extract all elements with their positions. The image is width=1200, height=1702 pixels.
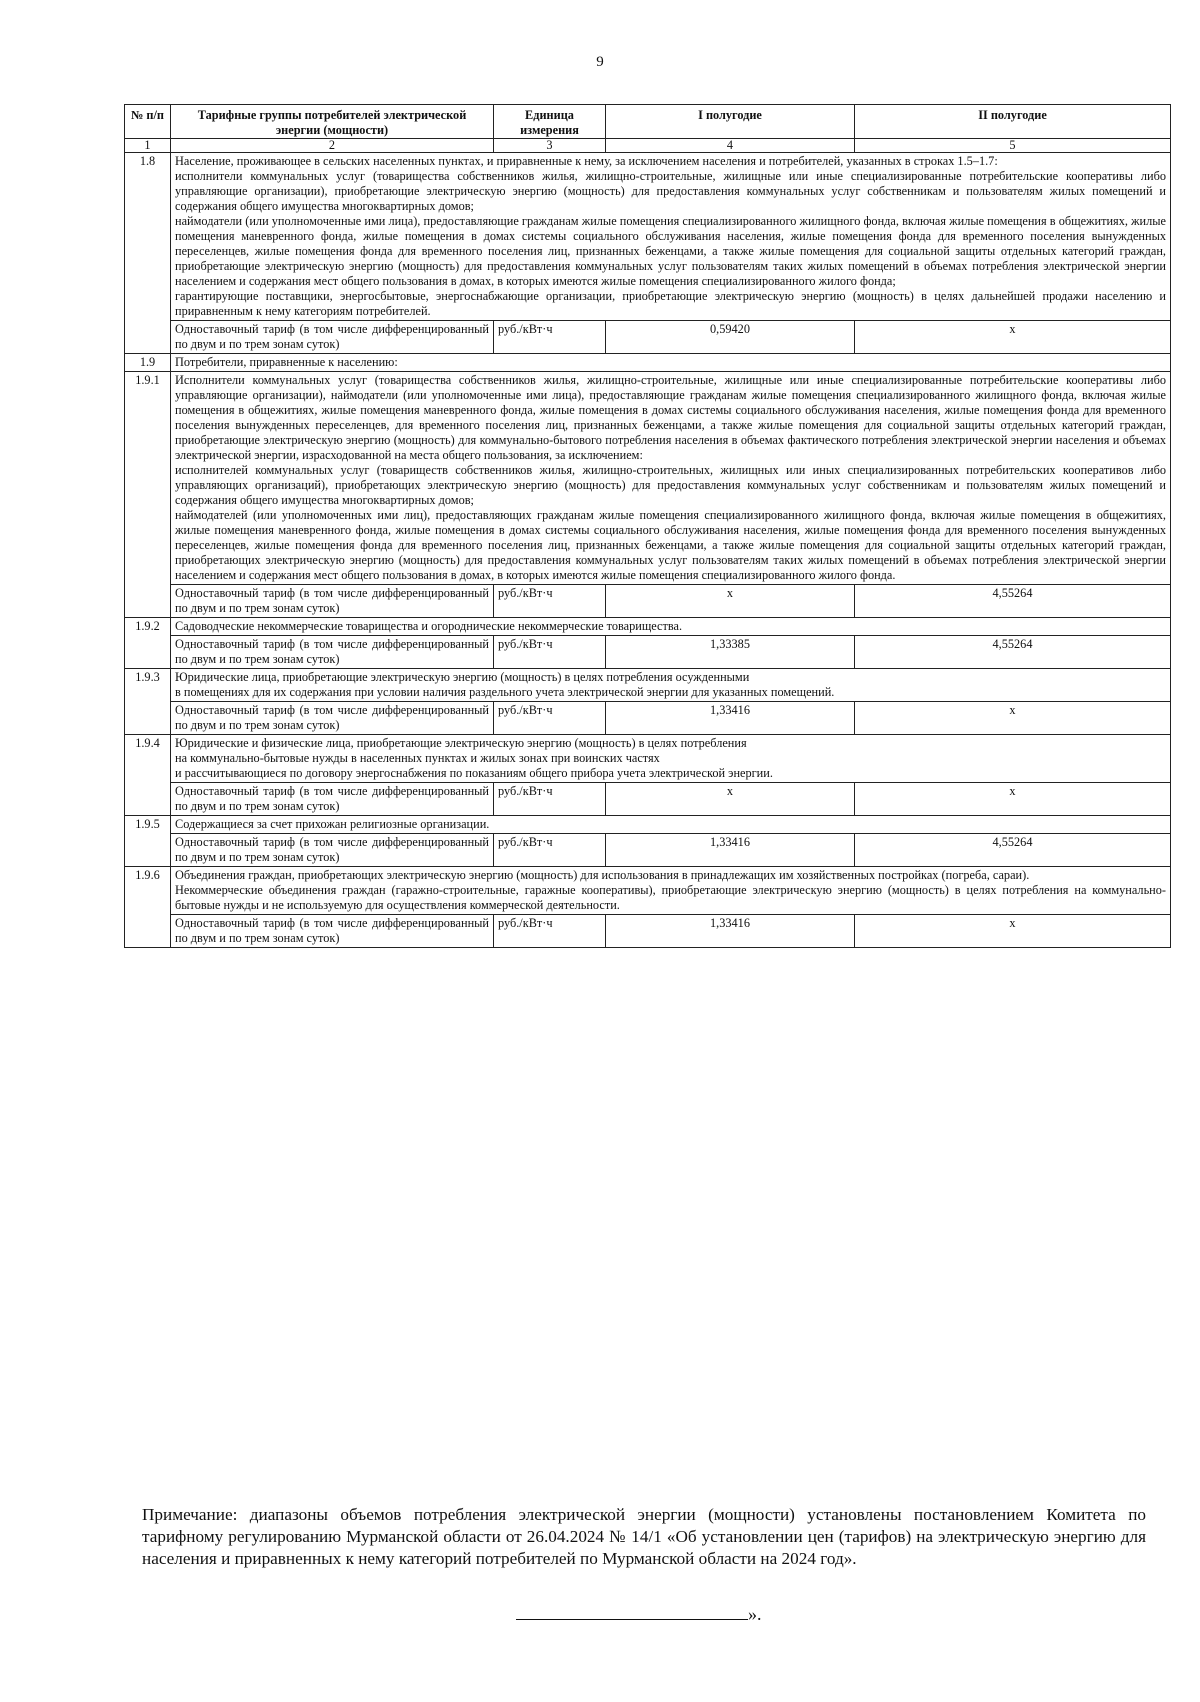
col-index: 1: [125, 139, 171, 153]
second-half-value: 4,55264: [855, 834, 1171, 867]
unit-cell: руб./кВт·ч: [494, 321, 606, 354]
row-number: 1.9.4: [125, 735, 171, 816]
table-row: [125, 735, 1171, 783]
second-half-value: 4,55264: [855, 636, 1171, 669]
row-description: [171, 153, 1171, 321]
tariff-name: Одноставочный тариф (в том числе дифференцированный по двум и по трем зонам суток): [171, 834, 494, 867]
second-half-value: x: [855, 702, 1171, 735]
col-index: 4: [606, 139, 855, 153]
closing-quote: ».: [748, 1604, 762, 1624]
header-unit: Единица измерения: [494, 105, 606, 139]
description-paragraph: на коммунально-бытовые нужды в населенных пунктах и жилых зонах при воинских частях: [175, 751, 660, 765]
row-description: [171, 618, 1171, 636]
row-description: [171, 354, 1171, 372]
tariff-row: [125, 702, 1171, 735]
description-paragraph: Объединения граждан, приобретающих электрическую энергию (мощность) для использования в принадлежащих им хозяйственных постройках (погреба, сараи).: [175, 868, 1030, 882]
note-text: Примечание: диапазоны объемов потребления электрической энергии (мощности) установлены постановлением Комитета по тарифному регулированию Мурманской области от 26.04.2024 № 14/1 «Об установлении цен (тарифов) на электрическую энергию для населения и приравненных к нему категорий потребителей по Мурманской области на 2024 год».: [142, 1505, 1146, 1568]
tariff-row: [125, 783, 1171, 816]
second-half-value: x: [855, 783, 1171, 816]
description-paragraph: в помещениях для их содержания при условии наличия раздельного учета электрической энергии для указанных помещений.: [175, 685, 835, 699]
description-paragraph: Некоммерческие объединения граждан (гаражно-строительные, гаражные кооперативы), приобретающие электрическую энергию (мощность) в целях потребления на коммунально-бытовые нужды и не используемую для осуществления коммерческой деятельности.: [175, 883, 1166, 912]
tariff-row: [125, 321, 1171, 354]
first-half-value: 1,33416: [606, 702, 855, 735]
first-half-value: x: [606, 585, 855, 618]
page-number: 9: [596, 54, 604, 70]
tariff-table: [124, 104, 1171, 948]
row-description: [171, 867, 1171, 915]
row-number: 1.9.1: [125, 372, 171, 618]
description-paragraph: исполнители коммунальных услуг (товарищества собственников жилья, жилищно-строительные, жилищные или иные специализированные потребительские кооперативы либо управляющие организации), приобретающие электрическую энергию (мощность) для предоставления коммунальных услуг собственникам и пользователям жилых помещений и содержания общего имущества многоквартирных домов;: [175, 169, 1166, 213]
table-row: [125, 354, 1171, 372]
description-paragraph: Юридические лица, приобретающие электрическую энергию (мощность) в целях потребления осужденными: [175, 670, 750, 684]
table-header-row: [125, 105, 1171, 139]
row-description: [171, 669, 1171, 702]
row-number: 1.9.2: [125, 618, 171, 669]
description-paragraph: Население, проживающее в сельских населенных пунктах, и приравненные к нему, за исключением населения и потребителей, указанных в строках 1.5–1.7:: [175, 154, 998, 168]
closing-mark: [516, 1604, 762, 1625]
tariff-name: Одноставочный тариф (в том числе дифференцированный по двум и по трем зонам суток): [171, 783, 494, 816]
first-half-value: x: [606, 783, 855, 816]
first-half-value: 1,33416: [606, 834, 855, 867]
row-number: 1.9.6: [125, 867, 171, 948]
tariff-name: Одноставочный тариф (в том числе дифференцированный по двум и по трем зонам суток): [171, 321, 494, 354]
table-row: [125, 153, 1171, 321]
table-row: [125, 372, 1171, 585]
note-block: [142, 1504, 1146, 1570]
description-paragraph: Юридические и физические лица, приобретающие электрическую энергию (мощность) в целях потребления: [175, 736, 747, 750]
unit-cell: руб./кВт·ч: [494, 915, 606, 948]
header-num: № п/п: [125, 105, 171, 139]
tariff-name: Одноставочный тариф (в том числе дифференцированный по двум и по трем зонам суток): [171, 585, 494, 618]
description-paragraph: гарантирующие поставщики, энергосбытовые, энергоснабжающие организации, приобретающие электрическую энергию (мощность) в целях дальнейшей продажи населению и приравненным к нему категориям потребителей.: [175, 289, 1166, 318]
row-description: [171, 735, 1171, 783]
description-paragraph: наймодатели (или уполномоченные ими лица), предоставляющие гражданам жилые помещения специализированного жилищного фонда, включая жилые помещения в общежитиях, жилые помещения маневренного фонда, жилые помещения в домах системы социального обслуживания населения, жилые помещения фонда для временного поселения вынужденных переселенцев, жилые помещения фонда для временного поселения лиц, признанных беженцами, а также жилые помещения для социальной защиты отдельных категорий граждан, приобретающие электрическую энергию (мощность) для предоставления коммунальных услуг пользователям таких жилых помещений в объемах потребления электрической энергии населением и содержания мест общего пользования в домах, в которых имеются жилые помещения специализированного жилого фонда;: [175, 214, 1166, 288]
unit-cell: руб./кВт·ч: [494, 585, 606, 618]
unit-cell: руб./кВт·ч: [494, 783, 606, 816]
description-paragraph: и рассчитывающиеся по договору энергоснабжения по показаниям общего прибора учета электрической энергии.: [175, 766, 773, 780]
unit-cell: руб./кВт·ч: [494, 834, 606, 867]
row-description: [171, 816, 1171, 834]
tariff-name: Одноставочный тариф (в том числе дифференцированный по двум и по трем зонам суток): [171, 702, 494, 735]
row-description: [171, 372, 1171, 585]
header-first-half: I полугодие: [606, 105, 855, 139]
tariff-row: [125, 915, 1171, 948]
row-number: 1.9: [125, 354, 171, 372]
second-half-value: x: [855, 915, 1171, 948]
table-row: [125, 867, 1171, 915]
tariff-row: [125, 636, 1171, 669]
row-number: 1.9.3: [125, 669, 171, 735]
tariff-row: [125, 585, 1171, 618]
description-paragraph: Садоводческие некоммерческие товарищества и огороднические некоммерческие товарищества.: [175, 619, 683, 633]
col-index: 3: [494, 139, 606, 153]
col-index: 2: [171, 139, 494, 153]
header-group: Тарифные группы потребителей электрической энергии (мощности): [171, 105, 494, 139]
table-row: [125, 669, 1171, 702]
first-half-value: 1,33385: [606, 636, 855, 669]
row-number: 1.8: [125, 153, 171, 354]
second-half-value: 4,55264: [855, 585, 1171, 618]
description-paragraph: исполнителей коммунальных услуг (товариществ собственников жилья, жилищно-строительных, жилищных или иных специализированных потребительских кооперативов либо управляющих организаций), приобретающих электрическую энергию (мощность) для предоставления коммунальных услуг собственникам и пользователям жилых помещений и содержания общего имущества многоквартирных домов;: [175, 463, 1166, 507]
second-half-value: x: [855, 321, 1171, 354]
first-half-value: 1,33416: [606, 915, 855, 948]
signature-line: [516, 1605, 748, 1620]
column-index-row: [125, 139, 1171, 153]
description-paragraph: Содержащиеся за счет прихожан религиозные организации.: [175, 817, 490, 831]
tariff-row: [125, 834, 1171, 867]
description-paragraph: Потребители, приравненные к населению:: [175, 355, 398, 369]
unit-cell: руб./кВт·ч: [494, 702, 606, 735]
tariff-name: Одноставочный тариф (в том числе дифференцированный по двум и по трем зонам суток): [171, 915, 494, 948]
table-row: [125, 816, 1171, 834]
description-paragraph: Исполнители коммунальных услуг (товарищества собственников жилья, жилищно-строительные, жилищные или иные специализированные потребительские кооперативы либо управляющие организации), наймодатели (или уполномоченные ими лица), предоставляющие гражданам жилые помещения специализированного жилищного фонда, включая жилые помещения в общежитиях, жилые помещения маневренного фонда, жилые помещения в домах системы социального обслуживания населения, жилые помещения фонда для временного поселения вынужденных переселенцев, для временного поселения лиц, признанных беженцами, а также жилые помещения для социальной защиты отдельных категорий граждан, приобретающие электрическую энергию (мощность) для коммунально-бытового потребления населения в объемах фактического потребления электрической энергии населения и объемах электрической энергии, израсходованной на места общего пользования, за исключением:: [175, 373, 1166, 462]
header-second-half: II полугодие: [855, 105, 1171, 139]
unit-cell: руб./кВт·ч: [494, 636, 606, 669]
first-half-value: 0,59420: [606, 321, 855, 354]
col-index: 5: [855, 139, 1171, 153]
description-paragraph: наймодателей (или уполномоченных ими лиц), предоставляющих гражданам жилые помещения специализированного жилищного фонда, включая жилые помещения в общежитиях, жилые помещения маневренного фонда, жилые помещения в домах системы социального обслуживания населения, жилые помещения фонда для временного поселения вынужденных переселенцев, жилые помещения фонда для временного поселения лиц, признанных беженцами, а также жилые помещения для социальной защиты отдельных категорий граждан, приобретающих электрическую энергию (мощность) для предоставления коммунальных услуг пользователям таких жилых помещений в объемах потребления электрической энергии населением и содержания мест общего пользования в домах, в которых имеются жилые помещения специализированного жилого фонда.: [175, 508, 1166, 582]
row-number: 1.9.5: [125, 816, 171, 867]
table-row: [125, 618, 1171, 636]
tariff-name: Одноставочный тариф (в том числе дифференцированный по двум и по трем зонам суток): [171, 636, 494, 669]
